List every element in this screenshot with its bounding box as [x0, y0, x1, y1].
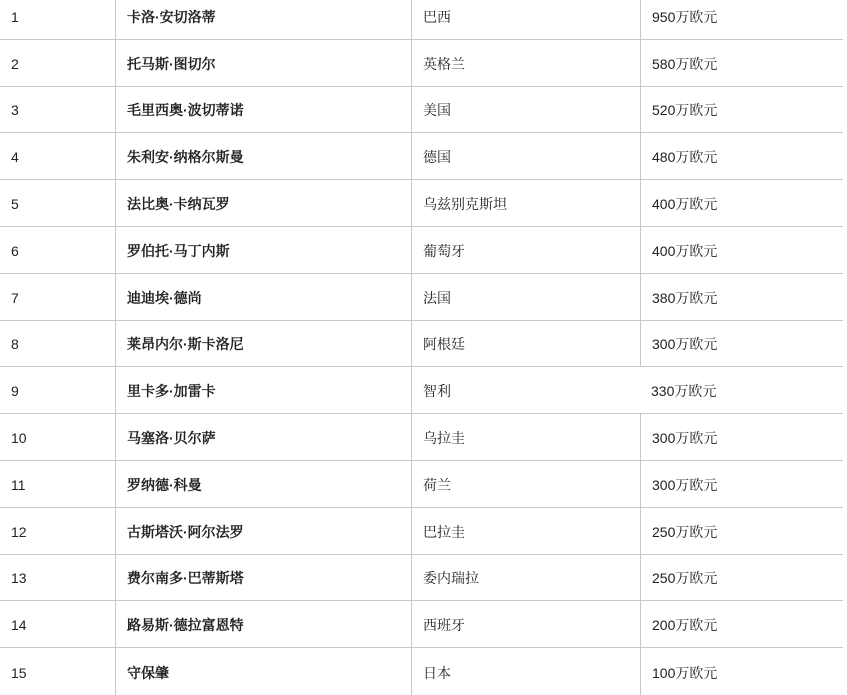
salary-cell: 100万欧元	[640, 648, 843, 695]
rank-cell: 8	[11, 336, 19, 353]
salary-cell: 250万欧元	[640, 555, 843, 601]
table-row	[0, 461, 843, 508]
country-cell: 日本	[411, 648, 640, 695]
rank-cell: 9	[11, 383, 19, 400]
coach-name-cell: 朱利安·纳格尔斯曼	[115, 133, 411, 179]
country-cell: 美国	[411, 87, 640, 133]
salary-cell: 300万欧元	[640, 461, 843, 507]
table-row	[0, 274, 843, 321]
table-row	[0, 321, 843, 368]
country-cell: 乌拉圭	[411, 414, 640, 460]
table-row	[0, 555, 843, 602]
country-cell: 荷兰	[411, 461, 640, 507]
salary-cell: 950万欧元	[640, 0, 843, 39]
salary-cell: 300万欧元	[640, 414, 843, 460]
coach-name-cell: 路易斯·德拉富恩特	[115, 601, 411, 647]
rank-cell: 10	[11, 430, 27, 447]
rank-cell: 13	[11, 570, 27, 587]
table-row	[0, 367, 843, 414]
country-cell: 英格兰	[411, 40, 640, 86]
coach-name-cell: 马塞洛·贝尔萨	[115, 414, 411, 460]
rank-cell: 7	[11, 289, 19, 306]
rank-cell: 15	[11, 664, 27, 681]
rank-cell: 6	[11, 242, 19, 259]
rank-cell: 4	[11, 149, 19, 166]
salary-cell: 480万欧元	[640, 133, 843, 179]
country-cell: 法国	[411, 274, 640, 320]
rank-cell: 2	[11, 55, 19, 72]
table-row	[0, 601, 843, 648]
table-row	[0, 0, 843, 40]
table-row	[0, 40, 843, 87]
coach-name-cell: 法比奥·卡纳瓦罗	[115, 180, 411, 226]
rank-cell: 14	[11, 617, 27, 634]
rank-cell: 11	[11, 476, 26, 493]
table-row	[0, 414, 843, 461]
salary-cell: 400万欧元	[640, 227, 843, 273]
country-cell: 委内瑞拉	[411, 555, 640, 601]
table-row	[0, 180, 843, 227]
country-cell: 德国	[411, 133, 640, 179]
country-cell: 巴西	[411, 0, 640, 39]
coach-name-cell: 费尔南多·巴蒂斯塔	[115, 555, 411, 601]
salary-cell: 250万欧元	[640, 508, 843, 554]
salary-cell: 580万欧元	[640, 40, 843, 86]
salary-cell: 380万欧元	[640, 274, 843, 320]
table-row	[0, 87, 843, 134]
salary-cell: 400万欧元	[640, 180, 843, 226]
salary-cell: 330万欧元	[651, 383, 717, 400]
coach-name-cell: 卡洛·安切洛蒂	[115, 0, 411, 39]
country-cell: 乌兹别克斯坦	[411, 180, 640, 226]
coach-name-cell: 托马斯·图切尔	[115, 40, 411, 86]
country-cell: 葡萄牙	[411, 227, 640, 273]
rank-cell: 5	[11, 196, 19, 213]
rank-cell: 12	[11, 523, 27, 540]
coach-name-cell: 迪迪埃·德尚	[115, 274, 411, 320]
table-row	[0, 227, 843, 274]
rank-cell: 3	[11, 102, 19, 119]
coach-name-cell: 罗纳德·科曼	[115, 461, 411, 507]
rank-cell: 1	[11, 8, 19, 25]
country-cell: 智利	[411, 367, 640, 413]
coach-name-cell: 守保肇	[115, 648, 411, 695]
country-cell: 西班牙	[411, 601, 640, 647]
salary-cell: 200万欧元	[640, 601, 843, 647]
salary-cell: 520万欧元	[640, 87, 843, 133]
table-row	[0, 133, 843, 180]
coach-name-cell: 莱昂内尔·斯卡洛尼	[115, 321, 411, 367]
coach-name-cell: 古斯塔沃·阿尔法罗	[115, 508, 411, 554]
country-cell: 阿根廷	[411, 321, 640, 367]
salary-cell: 300万欧元	[640, 321, 843, 367]
table-row	[0, 508, 843, 555]
country-cell: 巴拉圭	[411, 508, 640, 554]
table-row	[0, 648, 843, 695]
coach-name-cell: 罗伯托·马丁内斯	[115, 227, 411, 273]
coach-name-cell: 里卡多·加雷卡	[115, 367, 411, 413]
coach-name-cell: 毛里西奥·波切蒂诺	[115, 87, 411, 133]
